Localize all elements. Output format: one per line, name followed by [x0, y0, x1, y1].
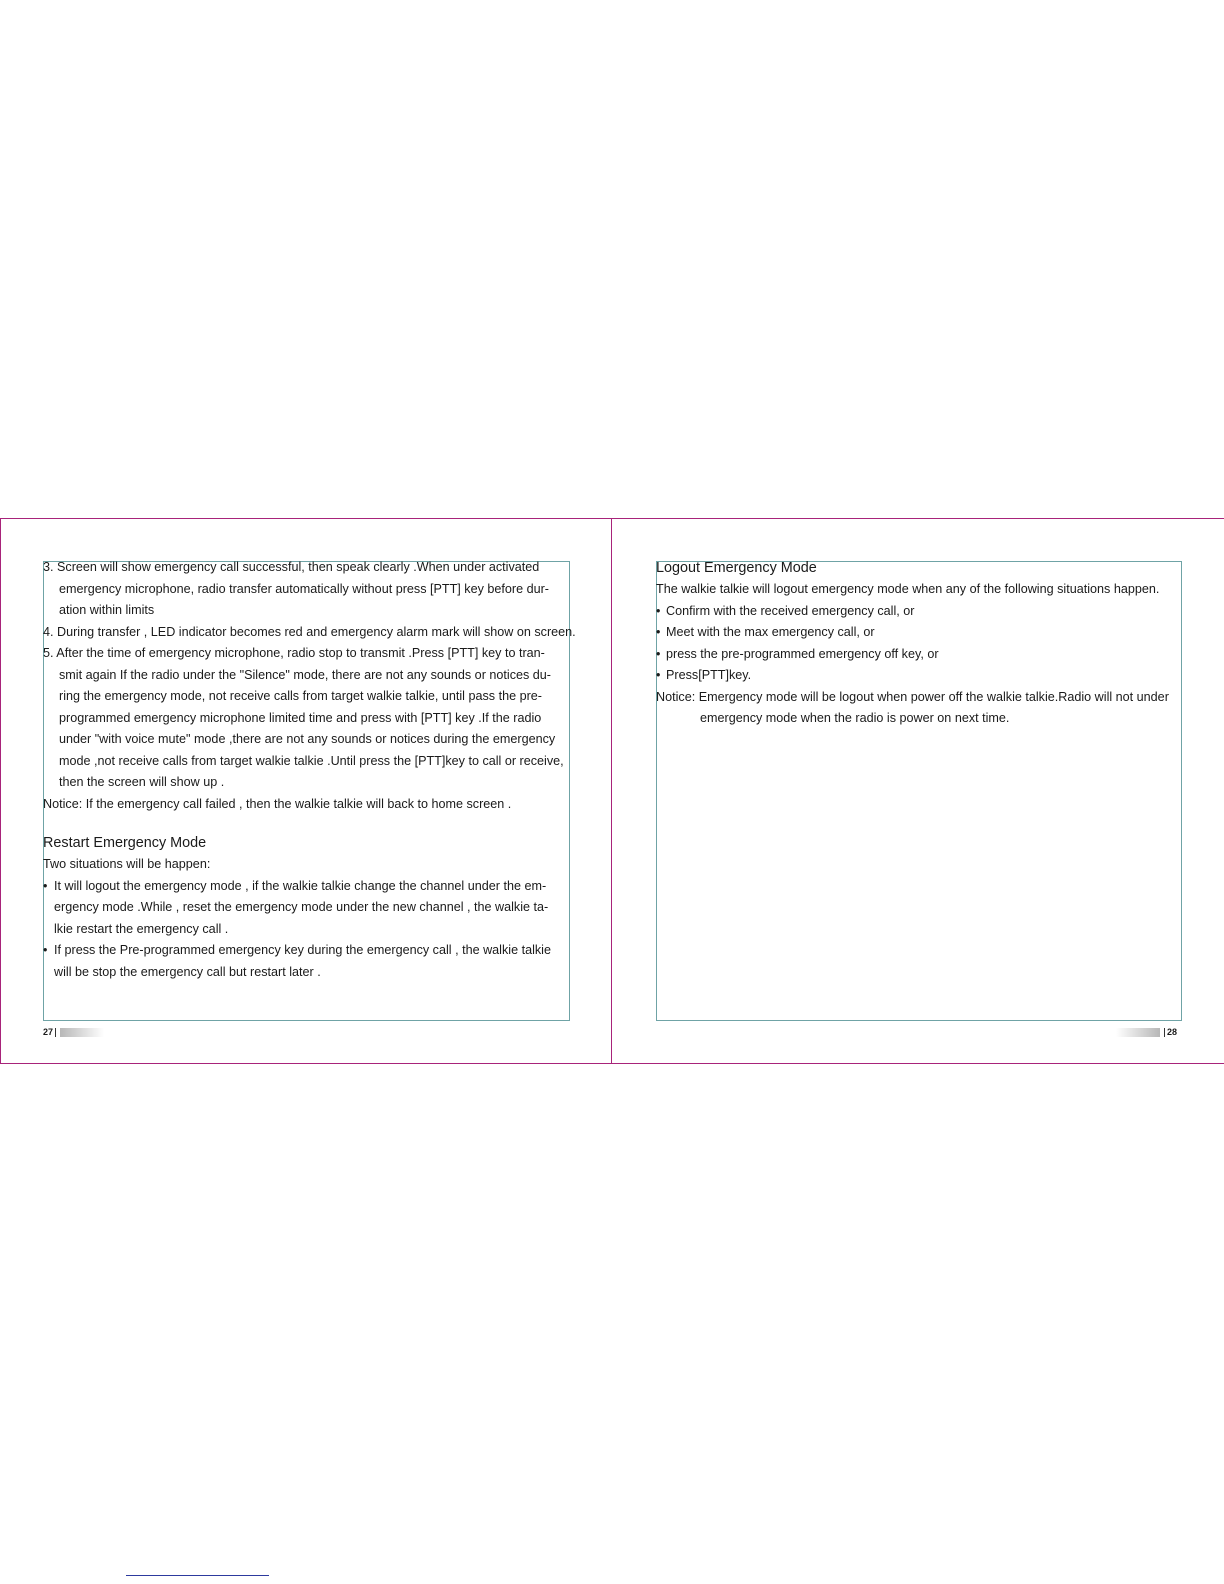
logout-item-4: • Press[PTT]key.: [656, 665, 1190, 687]
bullet-icon: •: [656, 603, 661, 618]
step-5-line-7: then the screen will show up .: [59, 775, 225, 789]
step-3-line-2: emergency microphone, radio transfer automatically without press [PTT] key before dur-: [59, 581, 549, 596]
bullet-icon: •: [656, 646, 661, 661]
step-5-line-4: programmed emergency microphone limited time and press with [PTT] key .If the radio: [59, 710, 542, 725]
restart-intro: Two situations will be happen:: [43, 857, 211, 871]
page-number-divider: [1164, 1028, 1165, 1037]
restart-item-1-line-3: lkie restart the emergency call .: [54, 921, 229, 936]
bullet-icon: •: [43, 943, 48, 957]
logout-item-1: • Confirm with the received emergency call, or: [656, 601, 1190, 623]
logout-intro: The walkie talkie will logout emergency mode when any of the following situations happen.: [656, 582, 1160, 596]
notice-line: Notice: If the emergency call failed , then the walkie talkie will back to home screen .: [43, 796, 512, 811]
logout-item-3: • press the pre-programmed emergency off key, or: [656, 644, 1190, 666]
restart-item-1-line-1: • It will logout the emergency mode , if the walkie talkie change the channel under the em-: [43, 876, 577, 898]
bullet-icon: •: [43, 878, 48, 893]
restart-item-2-line-2: will be stop the emergency call but restart later .: [54, 964, 321, 979]
logout-notice-line-1: Notice: Emergency mode will be logout when power off the walkie talkie.Radio will not under: [656, 689, 1169, 704]
bottom-rule-line: [126, 1575, 269, 1576]
step-5-line-6: mode ,not receive calls from target walkie talkie .Until press the [PTT]key to call or receive,: [59, 753, 564, 768]
step-5-line-3: ring the emergency mode, not receive calls from target walkie talkie, until pass the pre-: [59, 689, 542, 703]
page-number: 28: [1167, 1027, 1178, 1037]
step-5-line-5: under "with voice mute" mode ,there are not any sounds or notices during the emergency: [59, 732, 556, 746]
step-5-line-1: 5. After the time of emergency microphone, radio stop to transmit .Press [PTT] key to tran-: [43, 646, 545, 660]
logout-heading: Logout Emergency Mode: [656, 560, 817, 576]
bullet-icon: •: [656, 668, 661, 682]
restart-heading: Restart Emergency Mode: [43, 835, 207, 851]
step-3-line-3: ation within limits: [59, 603, 155, 617]
step-5-line-2: smit again If the radio under the "Silence" mode, there are not any sounds or notices du-: [59, 667, 551, 682]
left-page-footer: [43, 1026, 104, 1038]
right-page-footer: [1116, 1026, 1177, 1038]
spine-line: [611, 518, 612, 1064]
step-3-line-1: 3. Screen will show emergency call successful, then speak clearly .When under activated: [43, 560, 540, 574]
bullet-icon: •: [656, 625, 661, 639]
footer-gradient-bar: [60, 1028, 104, 1037]
right-page-content: [656, 557, 1190, 730]
logout-notice-line-2: emergency mode when the radio is power on next time.: [700, 711, 1010, 725]
page-number-divider: [55, 1028, 56, 1037]
page-number: 27: [43, 1027, 54, 1037]
logout-item-2: • Meet with the max emergency call, or: [656, 622, 1190, 644]
left-trim-line: [0, 518, 1, 1064]
left-page-content: [43, 557, 577, 983]
restart-item-2-line-1: • If press the Pre-programmed emergency key during the emergency call , the walkie talkie: [43, 940, 577, 962]
restart-item-1-line-2: ergency mode .While , reset the emergency mode under the new channel , the walkie ta-: [54, 900, 549, 914]
step-4-line: 4. During transfer , LED indicator becomes red and emergency alarm mark will show on screen.: [43, 624, 576, 639]
footer-gradient-bar: [1116, 1028, 1160, 1037]
